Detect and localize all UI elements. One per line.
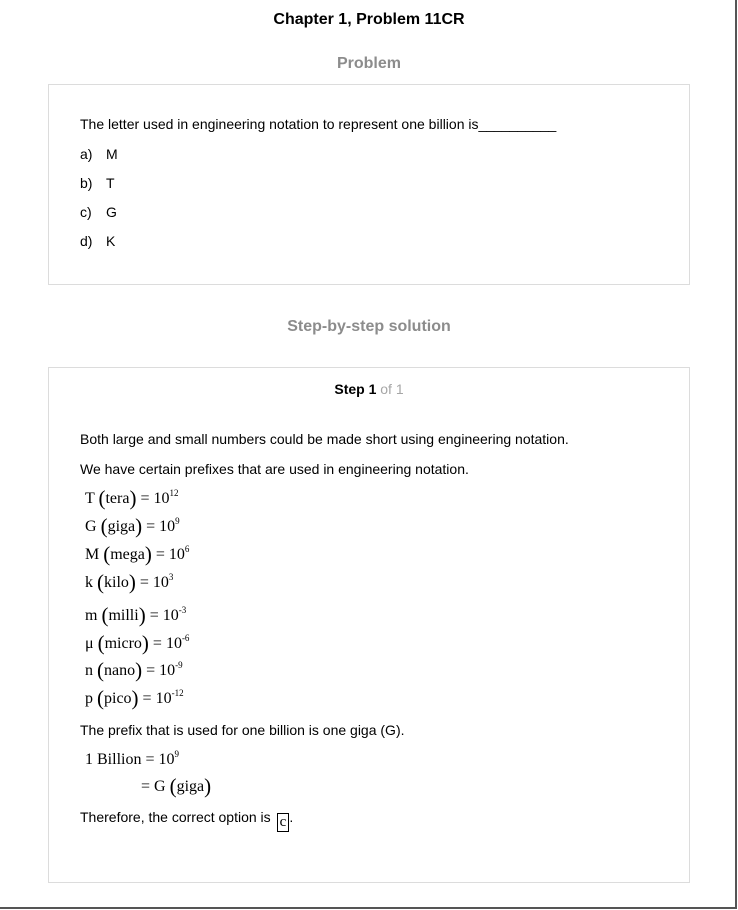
problem-question: The letter used in engineering notation to represent one billion is__________ — [80, 116, 557, 132]
prefix-equation: p (pico) = $10^{-12}$ — [85, 686, 184, 710]
solution-paragraph: The prefix that is used for one billion is one giga (G). — [80, 722, 405, 738]
conclusion-text: Therefore, the correct option is — [80, 809, 271, 825]
solution-section-title: Step-by-step solution — [287, 318, 451, 335]
solution-paragraph: We have certain prefixes that are used in engineering notation. — [80, 461, 469, 477]
option-b[interactable] — [80, 175, 115, 191]
option-letter: c) — [80, 204, 92, 220]
option-letter: b) — [80, 175, 93, 191]
step-count: of 1 — [380, 381, 404, 397]
option-d[interactable] — [80, 233, 115, 249]
prefix-equation: M (mega) = $10^6$ — [85, 542, 190, 566]
prefix-equation: n (nano) = $10^{-9}$ — [85, 658, 183, 682]
billion-equation-continued: = G (giga) — [141, 774, 212, 798]
step-label: Step 1 — [334, 381, 377, 397]
option-letter: a) — [80, 146, 93, 162]
option-a[interactable] — [80, 146, 118, 162]
solution-paragraph: Both large and small numbers could be made short using engineering notation. — [80, 431, 569, 447]
option-text: K — [106, 233, 116, 249]
prefix-equation: μ (micro) = $10^{-6}$ — [85, 631, 190, 655]
conclusion — [80, 809, 293, 832]
option-text: G — [106, 204, 117, 220]
chapter-title: Chapter 1, Problem 11CR — [273, 11, 465, 28]
step-header — [49, 381, 689, 397]
prefix-equation: k (kilo) = $10^3$ — [85, 570, 174, 594]
answer-box: c — [277, 813, 290, 832]
billion-equation: 1 Billion = $10^9$ — [85, 749, 179, 768]
option-text: M — [106, 146, 118, 162]
prefix-equation: m (milli) = $10^{-3}$ — [85, 603, 187, 627]
solution-box — [48, 367, 690, 883]
problem-box — [48, 84, 690, 285]
prefix-equation: T (tera) = $10^{12}$ — [85, 486, 179, 510]
prefix-equation: G (giga) = $10^9$ — [85, 514, 180, 538]
option-text: T — [106, 175, 115, 191]
option-letter: d) — [80, 233, 93, 249]
conclusion-period: . — [289, 809, 294, 825]
problem-section-title: Problem — [336, 55, 401, 72]
option-c[interactable] — [80, 204, 117, 220]
